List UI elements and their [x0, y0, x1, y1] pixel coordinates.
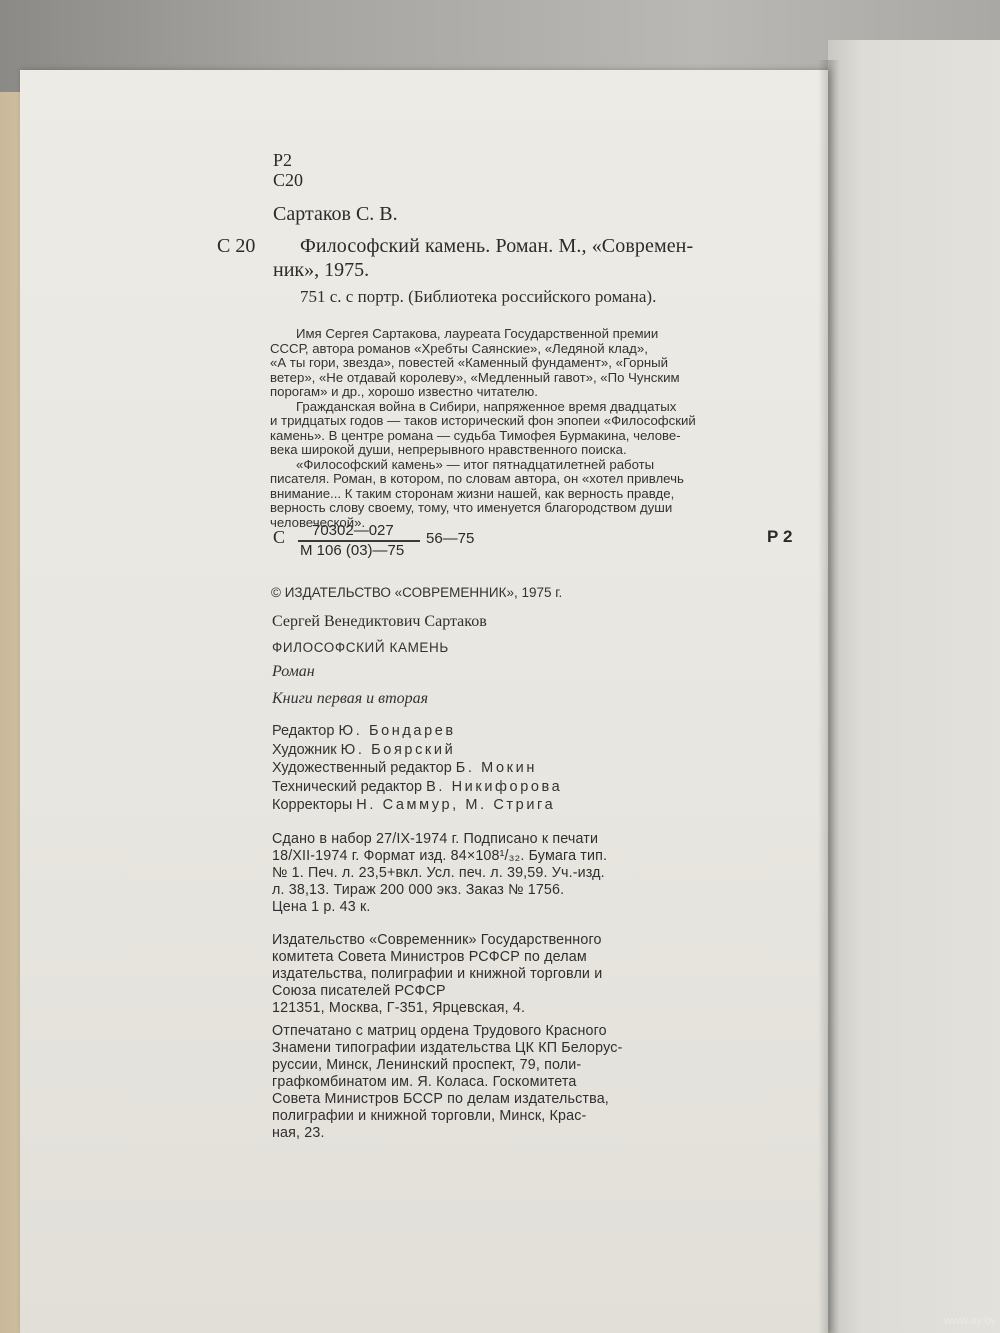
annotation-line: внимание... К таким сторонам жизни нашей, как верность правде, — [270, 485, 675, 501]
annotation-line: ветер», «Не отдавай королеву», «Медленный гавот», «По Чунским — [270, 369, 680, 385]
credit-row — [272, 741, 562, 760]
print-line: Сдано в набор 27/IX-1974 г. Подписано к печати — [272, 831, 599, 847]
print-line: № 1. Печ. л. 23,5+вкл. Усл. печ. л. 39,59. Уч.-изд. — [272, 865, 605, 881]
credit-row — [272, 759, 562, 778]
publisher-line: 121351, Москва, Г-351, Ярцевская, 4. — [272, 1000, 526, 1016]
credit-role: Корректоры — [272, 797, 353, 813]
classification-line-1: Р2 — [273, 150, 293, 170]
credit-row — [272, 722, 562, 741]
printer-line: Знамени типографии издательства ЦК КП Белорус- — [272, 1040, 623, 1056]
copyright-line: © ИЗДАТЕЛЬСТВО «СОВРЕМЕННИК», 1975 г. — [271, 585, 563, 600]
printer-line: руссии, Минск, Ленинский проспект, 79, поли- — [272, 1057, 582, 1073]
credit-name: Ю. Боярский — [340, 741, 456, 758]
catalog-mark: С 20 — [217, 235, 256, 257]
printer-line: графкомбинатом им. Я. Коласа. Госкомитета — [272, 1074, 577, 1090]
right-code: Р 2 — [767, 527, 793, 546]
facing-page — [828, 40, 1000, 1333]
credit-role: Технический редактор — [272, 778, 423, 795]
author-full-name: Сергей Венедиктович Сартаков — [272, 613, 487, 630]
print-line: 18/XII-1974 г. Формат изд. 84×108¹/₃₂. Бумага тип. — [272, 848, 608, 864]
annotation-line: СССР, автора романов «Хребты Саянские», «Ледяной клад», — [270, 340, 648, 356]
classification-code — [273, 150, 303, 190]
publisher-line: издательства, полиграфии и книжной торговли и — [272, 966, 603, 982]
publisher-details — [272, 932, 602, 1017]
author-heading: Сартаков С. В. — [273, 203, 398, 225]
title-entry-line-2: ник», 1975. — [273, 259, 370, 281]
annotation — [270, 327, 696, 530]
publisher-line: Издательство «Современник» Государственного — [272, 932, 602, 948]
credit-role: Художник — [272, 741, 337, 758]
credit-row — [272, 796, 562, 815]
credit-name: Ю. Бондарев — [338, 723, 456, 739]
print-line: л. 38,13. Тираж 200 000 экз. Заказ № 1756. — [272, 882, 565, 898]
index-suffix: 56—75 — [426, 530, 475, 547]
annotation-line: верность слову своему, тому, что именуется благородством души — [270, 500, 673, 515]
page-gutter — [818, 60, 840, 1333]
annotation-line: и тридцатых годов — таков исторический фон эпопеи «Философский — [270, 413, 696, 428]
annotation-line: порогам» и др., хорошо известно читателю. — [270, 384, 538, 399]
credit-name: Б. Мокин — [455, 760, 537, 776]
books-subtitle: Книги первая и вторая — [272, 690, 429, 707]
annotation-line: Имя Сергея Сартакова, лауреата Государственной премии — [296, 326, 659, 341]
genre: Роман — [272, 663, 315, 680]
title-entry-line-1: Философский камень. Роман. М., «Современ- — [300, 235, 694, 257]
annotation-line: камень». В центре романа — судьба Тимофея Бурмакина, челове- — [270, 427, 681, 443]
index-numerator: 70302—027 — [312, 522, 394, 539]
annotation-line: писателя. Роман, в котором, по словам автора, он «хотел привлечь — [270, 471, 684, 486]
print-line: Цена 1 р. 43 к. — [272, 899, 371, 915]
classification-line-2: С20 — [273, 170, 304, 190]
printer-line: полиграфии и книжной торговли, Минск, Крас- — [272, 1108, 587, 1124]
credit-row — [272, 778, 562, 797]
annotation-line: человеческой». — [270, 514, 366, 530]
printer-line: Отпечатано с матриц ордена Трудового Красного — [272, 1023, 607, 1039]
index-denominator: М 106 (03)—75 — [300, 542, 405, 559]
site-watermark: www.ay.by — [944, 1315, 996, 1327]
index-prefix: С — [273, 527, 286, 547]
printer-line: ная, 23. — [272, 1125, 325, 1141]
annotation-line: Гражданская война в Сибири, напряженное время двадцатых — [296, 398, 677, 414]
printer-details — [272, 1023, 622, 1142]
credit-name: Н. Саммур, М. Стрига — [356, 797, 556, 813]
annotation-line: «Философский камень» — итог пятнадцатилетней работы — [296, 456, 655, 472]
credit-role: Художественный редактор — [272, 760, 452, 776]
print-details — [272, 831, 607, 916]
publisher-line: комитета Совета Министров РСФСР по делам — [272, 949, 587, 965]
publisher-line: Союза писателей РСФСР — [272, 983, 446, 999]
credit-role: Редактор — [272, 723, 335, 739]
annotation-line: «А ты гори, звезда», повестей «Каменный фундамент», «Горный — [270, 355, 668, 370]
title-caps: ФИЛОСОФСКИЙ КАМЕНЬ — [272, 640, 449, 655]
printer-line: Совета Министров БССР по делам издательства, — [272, 1091, 609, 1107]
credit-name: В. Никифорова — [426, 778, 563, 795]
annotation-line: века широкой души, непрерывного нравственного поиска. — [270, 442, 627, 457]
physical-description: 751 с. с портр. (Библиотека российского романа). — [300, 287, 657, 306]
production-credits — [272, 722, 562, 815]
